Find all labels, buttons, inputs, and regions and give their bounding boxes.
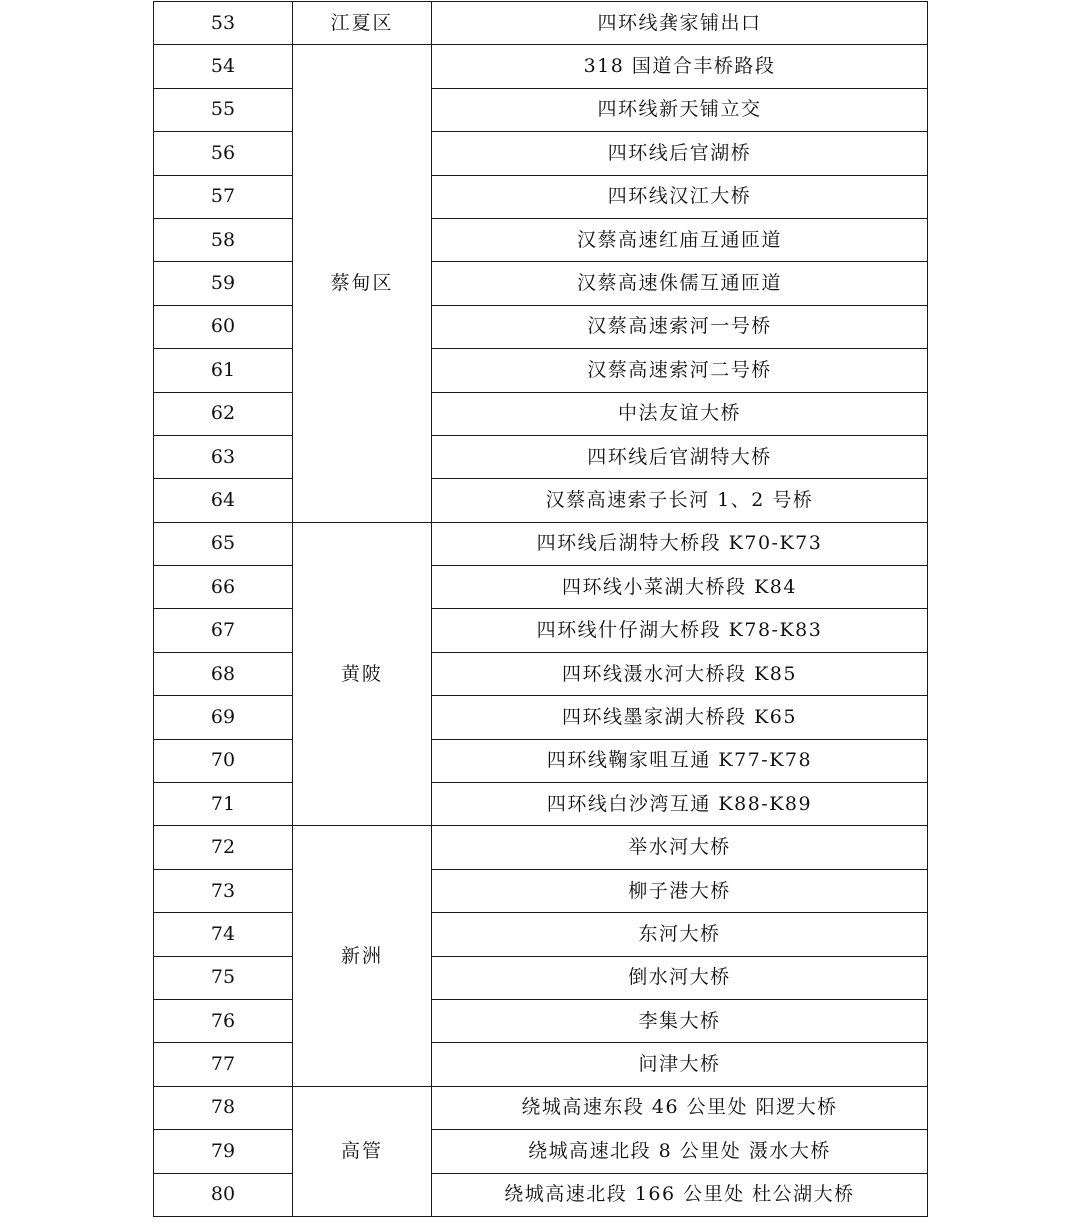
location-cell: 汉蔡高速红庙互通匝道 — [432, 218, 928, 261]
location-cell: 四环线后官湖桥 — [432, 132, 928, 175]
row-number-cell: 79 — [154, 1130, 293, 1173]
location-cell: 318 国道合丰桥路段 — [432, 45, 928, 88]
row-number-cell: 56 — [154, 132, 293, 175]
row-number-cell: 54 — [154, 45, 293, 88]
row-number-cell: 71 — [154, 783, 293, 826]
location-cell: 四环线龚家铺出口 — [432, 2, 928, 45]
location-cell: 四环线后官湖特大桥 — [432, 435, 928, 478]
table-row — [154, 88, 928, 131]
row-number-cell: 77 — [154, 1043, 293, 1086]
row-number-cell: 75 — [154, 956, 293, 999]
row-number-cell: 53 — [154, 2, 293, 45]
location-cell: 四环线汉江大桥 — [432, 175, 928, 218]
table-row — [154, 609, 928, 652]
row-number-cell: 68 — [154, 652, 293, 695]
table-row — [154, 392, 928, 435]
bridge-location-table-container — [153, 1, 927, 1217]
location-cell: 柳子港大桥 — [432, 869, 928, 912]
table-row — [154, 826, 928, 869]
location-cell: 绕城高速东段 46 公里处 阳逻大桥 — [432, 1086, 928, 1129]
row-number-cell: 76 — [154, 999, 293, 1042]
row-number-cell: 63 — [154, 435, 293, 478]
table-row — [154, 566, 928, 609]
row-number-cell: 65 — [154, 522, 293, 565]
row-number-cell: 60 — [154, 305, 293, 348]
table-row — [154, 1173, 928, 1216]
table-row — [154, 175, 928, 218]
bridge-location-table — [153, 1, 928, 1217]
row-number-cell: 62 — [154, 392, 293, 435]
table-row — [154, 2, 928, 45]
table-body — [154, 2, 928, 1217]
table-row — [154, 349, 928, 392]
row-number-cell: 69 — [154, 696, 293, 739]
table-row — [154, 522, 928, 565]
table-row — [154, 652, 928, 695]
location-cell: 倒水河大桥 — [432, 956, 928, 999]
location-cell: 汉蔡高速索子长河 1、2 号桥 — [432, 479, 928, 522]
table-row — [154, 913, 928, 956]
table-row — [154, 1043, 928, 1086]
location-cell: 四环线什仔湖大桥段 K78-K83 — [432, 609, 928, 652]
location-cell: 四环线新天铺立交 — [432, 88, 928, 131]
table-row — [154, 262, 928, 305]
row-number-cell: 80 — [154, 1173, 293, 1216]
row-number-cell: 64 — [154, 479, 293, 522]
location-cell: 汉蔡高速索河二号桥 — [432, 349, 928, 392]
location-cell: 四环线小菜湖大桥段 K84 — [432, 566, 928, 609]
table-row — [154, 132, 928, 175]
table-row — [154, 45, 928, 88]
table-row — [154, 218, 928, 261]
location-cell: 汉蔡高速索河一号桥 — [432, 305, 928, 348]
location-cell: 李集大桥 — [432, 999, 928, 1042]
row-number-cell: 55 — [154, 88, 293, 131]
table-row — [154, 999, 928, 1042]
table-row — [154, 1130, 928, 1173]
row-number-cell: 66 — [154, 566, 293, 609]
table-row — [154, 739, 928, 782]
row-number-cell: 73 — [154, 869, 293, 912]
location-cell: 绕城高速北段 166 公里处 杜公湖大桥 — [432, 1173, 928, 1216]
row-number-cell: 72 — [154, 826, 293, 869]
row-number-cell: 57 — [154, 175, 293, 218]
row-number-cell: 67 — [154, 609, 293, 652]
district-cell: 新洲 — [293, 826, 432, 1086]
location-cell: 四环线后湖特大桥段 K70-K73 — [432, 522, 928, 565]
row-number-cell: 78 — [154, 1086, 293, 1129]
table-row — [154, 956, 928, 999]
location-cell: 绕城高速北段 8 公里处 滠水大桥 — [432, 1130, 928, 1173]
table-row — [154, 696, 928, 739]
location-cell: 四环线滠水河大桥段 K85 — [432, 652, 928, 695]
location-cell: 四环线白沙湾互通 K88-K89 — [432, 783, 928, 826]
location-cell: 问津大桥 — [432, 1043, 928, 1086]
table-row — [154, 869, 928, 912]
row-number-cell: 61 — [154, 349, 293, 392]
location-cell: 四环线墨家湖大桥段 K65 — [432, 696, 928, 739]
table-row — [154, 435, 928, 478]
location-cell: 举水河大桥 — [432, 826, 928, 869]
location-cell: 四环线鞠家咀互通 K77-K78 — [432, 739, 928, 782]
location-cell: 东河大桥 — [432, 913, 928, 956]
district-cell: 蔡甸区 — [293, 45, 432, 522]
location-cell: 汉蔡高速侏儒互通匝道 — [432, 262, 928, 305]
row-number-cell: 59 — [154, 262, 293, 305]
table-row — [154, 783, 928, 826]
row-number-cell: 70 — [154, 739, 293, 782]
row-number-cell: 74 — [154, 913, 293, 956]
table-row — [154, 305, 928, 348]
row-number-cell: 58 — [154, 218, 293, 261]
district-cell: 黄陂 — [293, 522, 432, 826]
table-row — [154, 479, 928, 522]
location-cell: 中法友谊大桥 — [432, 392, 928, 435]
table-row — [154, 1086, 928, 1129]
district-cell: 江夏区 — [293, 2, 432, 45]
district-cell: 高管 — [293, 1086, 432, 1216]
